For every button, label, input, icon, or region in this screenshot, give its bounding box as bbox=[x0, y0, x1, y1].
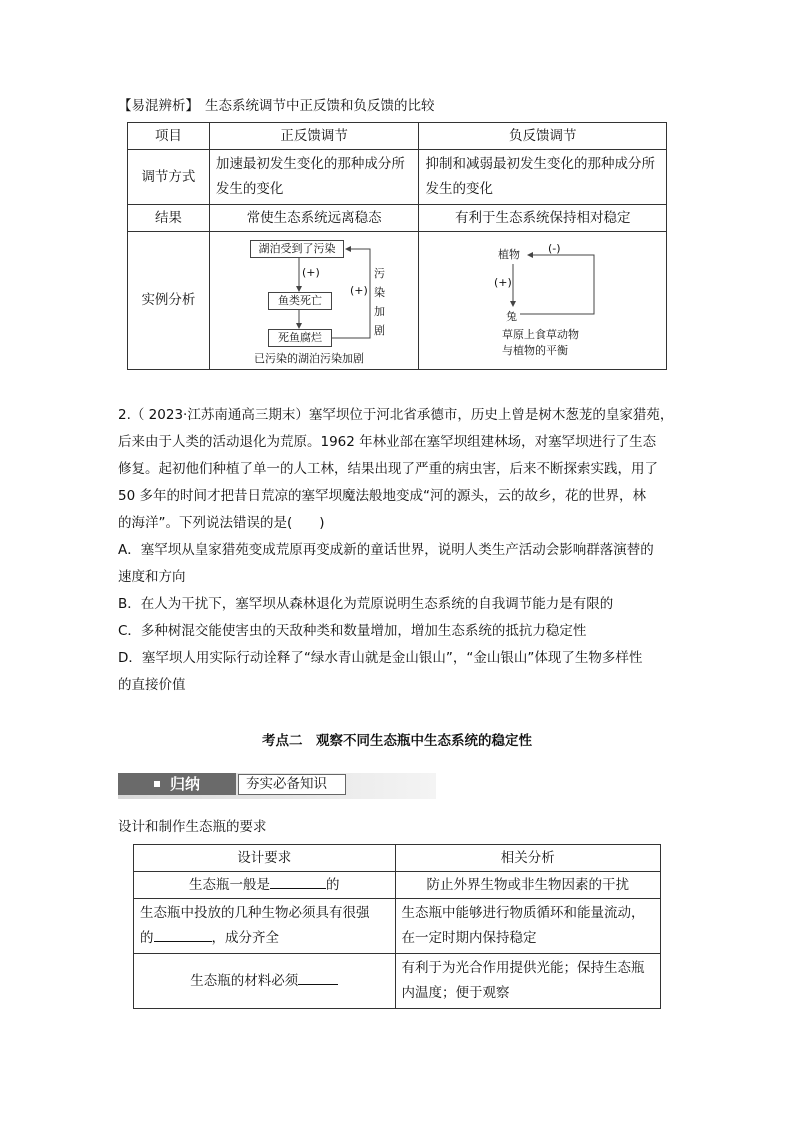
requirement-text-post: 的 bbox=[326, 877, 340, 893]
minus-label: (-) bbox=[548, 242, 561, 255]
box-fish-death: 鱼类死亡 bbox=[268, 292, 332, 310]
rabbit-label: 兔 bbox=[506, 310, 517, 323]
negative-caption-2: 与植物的平衡 bbox=[502, 344, 568, 357]
requirement-text-post: ，成分齐全 bbox=[211, 930, 279, 946]
analysis-cell: 防止外界生物或非生物因素的干扰 bbox=[395, 872, 660, 899]
answer-blank[interactable] bbox=[298, 970, 338, 985]
table-row bbox=[134, 872, 661, 899]
requirement-cell bbox=[134, 954, 396, 1009]
negative-caption-1: 草原上食草动物 bbox=[502, 328, 579, 341]
row-label: 实例分析 bbox=[128, 232, 210, 370]
answer-blank[interactable] bbox=[154, 927, 212, 942]
requirement-cell bbox=[134, 899, 396, 954]
positive-feedback-diagram bbox=[222, 234, 420, 372]
plus-label-2: (+) bbox=[350, 284, 368, 297]
topic-heading: 考点二 观察不同生态瓶中生态系统的稳定性 bbox=[262, 733, 532, 749]
option-b: B．在人为干扰下，塞罕坝从森林退化为荒原说明生态系统的自我调节能力是有限的 bbox=[118, 596, 614, 612]
section-heading bbox=[118, 96, 435, 116]
header-negative: 负反馈调节 bbox=[419, 123, 667, 150]
cell-positive: 加速最初发生变化的那种成分所发生的变化 bbox=[209, 150, 419, 205]
question-text-line: 后来由于人类的活动退化为荒原。1962 年林业部在塞罕坝组建林场，对塞罕坝进行了生态 bbox=[118, 434, 657, 450]
option-d: D．塞罕坝人用实际行动诠释了“绿水青山就是金山银山”，“金山银山”体现了生物多样性 bbox=[118, 650, 643, 666]
requirement-cell bbox=[134, 872, 396, 899]
requirement-text: 生态瓶的材料必须 bbox=[190, 972, 299, 989]
table-row bbox=[134, 954, 661, 1009]
plant-label: 植物 bbox=[498, 248, 520, 261]
requirement-text: 生态瓶一般是 bbox=[189, 877, 271, 893]
table-header-row bbox=[128, 123, 667, 150]
header-item: 项目 bbox=[128, 123, 210, 150]
negative-feedback-diagram bbox=[494, 238, 644, 368]
positive-caption: 已污染的湖泊污染加剧 bbox=[254, 352, 364, 365]
option-a: A．塞罕坝从皇家猎苑变成荒原再变成新的童话世界，说明人类生产活动会影响群落演替的 bbox=[118, 542, 654, 558]
row-label: 调节方式 bbox=[128, 150, 210, 205]
cell-negative: 有利于生态系统保持相对稳定 bbox=[419, 205, 667, 232]
title-text: 生态系统调节中正反馈和负反馈的比较 bbox=[205, 98, 435, 114]
row-label: 结果 bbox=[128, 205, 210, 232]
header-analysis: 相关分析 bbox=[395, 845, 660, 872]
option-c: C．多种树混交能使害虫的天敌种类和数量增加，增加生态系统的抵抗力稳定性 bbox=[118, 623, 587, 639]
table-header-row bbox=[134, 845, 661, 872]
banner-subtitle: 夯实必备知识 bbox=[246, 776, 327, 792]
intro-text: 设计和制作生态瓶的要求 bbox=[118, 819, 267, 835]
banner-bullet bbox=[154, 781, 160, 787]
header-requirement: 设计要求 bbox=[134, 845, 396, 872]
tag-label: 【易混辨析】 bbox=[118, 98, 199, 114]
analysis-cell: 有利于为光合作用提供光能；保持生态瓶内温度；便于观察 bbox=[395, 954, 660, 1009]
table-row bbox=[134, 899, 661, 954]
cell-positive: 常使生态系统远离稳态 bbox=[209, 205, 419, 232]
requirement-line-2 bbox=[140, 926, 389, 951]
summary-banner bbox=[118, 773, 436, 799]
plus-label-1: (+) bbox=[302, 266, 320, 279]
banner-label: 归纳 bbox=[170, 775, 201, 793]
header-positive: 正反馈调节 bbox=[209, 123, 419, 150]
question-text-line: 50 多年的时间才把昔日荒凉的塞罕坝魔法般地变成“河的源头，云的故乡，花的世界，林 bbox=[118, 488, 646, 504]
plus-label: (+) bbox=[494, 276, 512, 289]
option-a-cont: 速度和方向 bbox=[118, 569, 186, 585]
answer-blank[interactable] bbox=[270, 874, 326, 889]
question-text-line: 的海洋”。下列说法错误的是( ) bbox=[118, 515, 325, 531]
requirement-text-2: 的 bbox=[140, 930, 154, 946]
table-row bbox=[128, 150, 667, 205]
requirement-text: 生态瓶中投放的几种生物必须具有很强 bbox=[140, 905, 370, 921]
analysis-cell: 生态瓶中能够进行物质循环和能量流动，在一定时期内保持稳定 bbox=[395, 899, 660, 954]
box-lake-polluted: 湖泊受到了污染 bbox=[250, 240, 344, 258]
table-row bbox=[128, 205, 667, 232]
question-text-line: 修复。起初他们种植了单一的人工林，结果出现了严重的病虫害，后来不断探索实践，用了 bbox=[118, 461, 658, 477]
option-d-cont: 的直接价值 bbox=[118, 677, 186, 693]
side-label-pollution: 污染加剧 bbox=[374, 267, 385, 337]
question-text-line: 2.（ 2023·江苏南通高三期末）塞罕坝位于河北省承德市，历史上曾是树木葱茏的皇家猎苑， bbox=[118, 407, 674, 423]
cell-negative: 抑制和减弱最初发生变化的那种成分所发生的变化 bbox=[419, 150, 667, 205]
ecobottle-requirements-table bbox=[133, 844, 661, 1009]
box-fish-rot: 死鱼腐烂 bbox=[268, 329, 332, 347]
